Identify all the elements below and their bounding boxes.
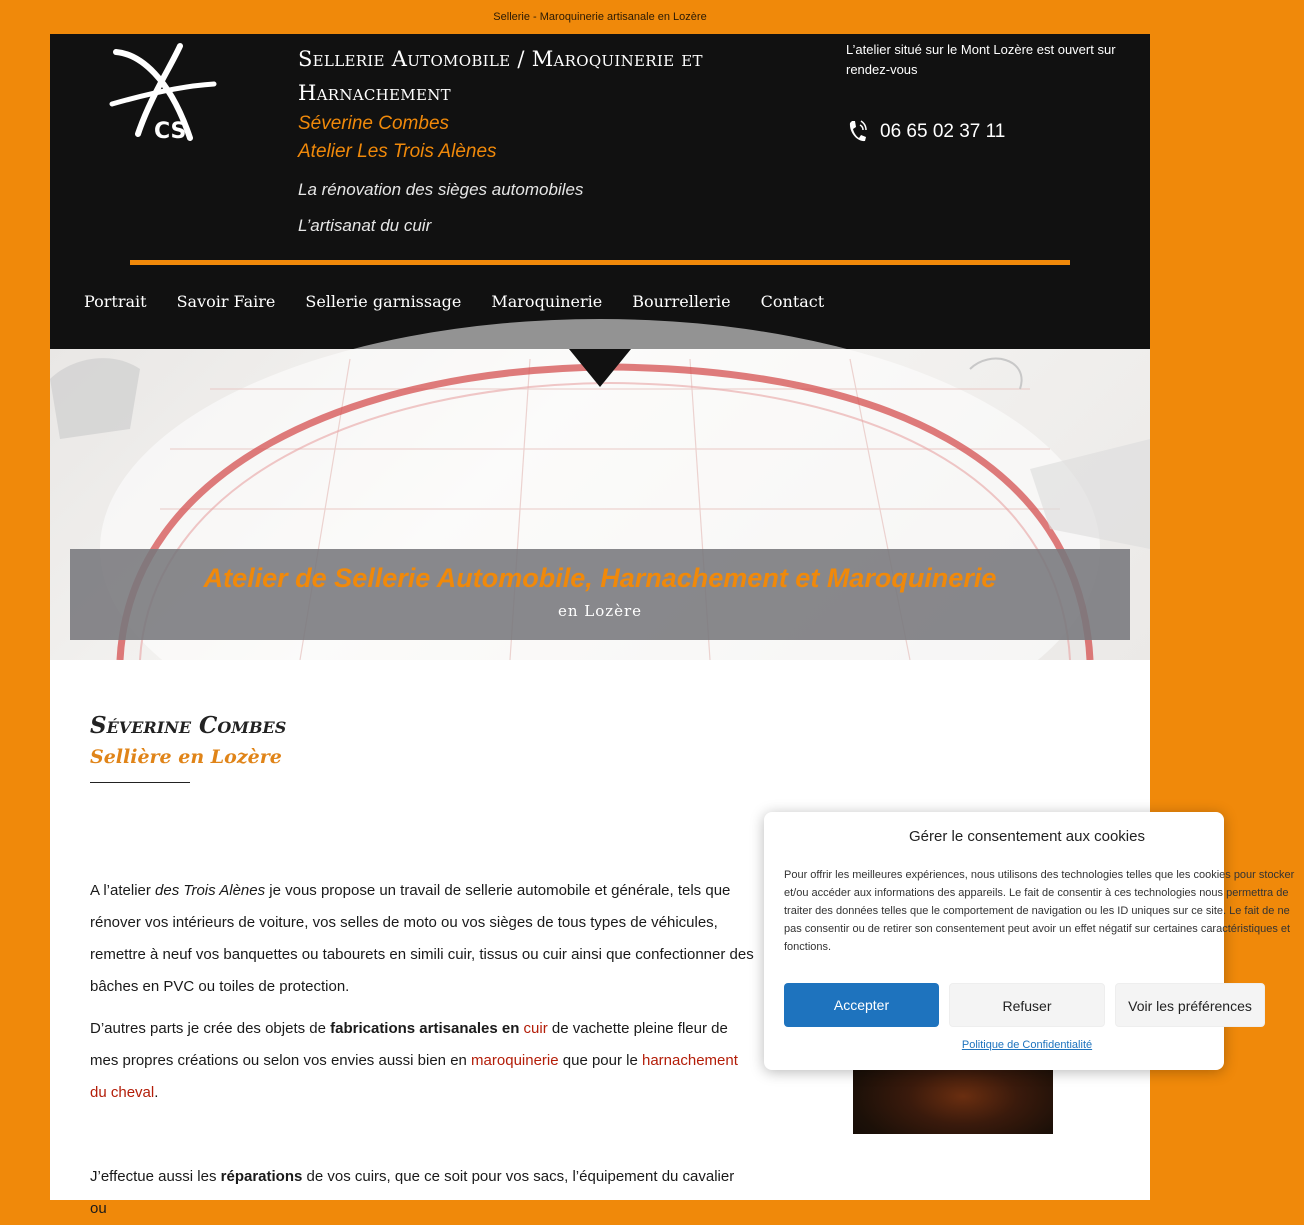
tagline-renovation: La rénovation des sièges automobiles [298, 180, 584, 199]
paragraph-creations [90, 1013, 755, 1109]
site-title-line1: Sellerie Automobile / Maroquinerie et [298, 47, 703, 71]
link-cuir[interactable]: cuir [523, 1020, 548, 1037]
p2-text-a: D’autres parts je crée des objets de [90, 1020, 331, 1037]
intro-name: Séverine Combes [90, 712, 287, 739]
nav-bourrellerie[interactable]: Bourrellerie [632, 292, 731, 311]
p2-text-b: de vachette pleine fleur de mes propres créations ou selon vos envies aussi bien en [90, 1020, 728, 1069]
cookie-accept-button[interactable]: Accepter [784, 983, 939, 1027]
nav-maroquinerie[interactable]: Maroquinerie [491, 292, 603, 311]
site-title-line2: Harnachement [298, 81, 451, 105]
link-maroquinerie[interactable]: maroquinerie [471, 1052, 559, 1069]
atelier-name: Atelier Les Trois Alènes [298, 141, 497, 162]
cookie-text: Pour offrir les meilleures expériences, nous utilisons des technologies telles que les cookies pour stocker et/ou accéder aux informations des appareils. Le fait de consentir à ces technologies nous permettra de traiter des données telles que le comportement de navigation ou les ID uniques sur ce site. Le fait de ne pas consentir ou de retirer son consentement peut avoir un effet négatif sur certaines caractéristiques et fonctions. [784, 869, 1295, 953]
p3-text-b: de vos cuirs, que ce soit pour vos sacs, l’équipement du cavalier ou [90, 1168, 735, 1217]
site-logo[interactable] [110, 38, 216, 144]
logo-mark-icon [110, 38, 216, 144]
link-harnachement[interactable]: harnachement du cheval [90, 1052, 738, 1101]
opening-info: L’atelier situé sur le Mont Lozère est ouvert sur rendez-vous [846, 42, 1116, 77]
tagline-artisanat: L’artisanat du cuir [298, 216, 432, 235]
cookie-consent-dialog [764, 812, 1295, 1070]
privacy-policy-link[interactable]: Politique de Confidentialité [961, 1039, 1093, 1051]
top-tagline: Sellerie - Maroquinerie artisanale en Lozère [493, 11, 707, 23]
header-divider [130, 260, 1070, 265]
hero-banner [50, 349, 1150, 660]
intro-role: Sellière en Lozère [90, 746, 282, 768]
owner-block [298, 110, 497, 166]
p3-text-a: J’effectue aussi les [90, 1168, 221, 1185]
owner-name: Séverine Combes [298, 113, 450, 134]
intro-divider [90, 782, 190, 783]
hero-caption [70, 549, 1130, 640]
p2-text-d: . [154, 1084, 159, 1101]
paragraph-intro [90, 875, 755, 1003]
site-title [298, 42, 738, 110]
nav-sellerie-garnissage[interactable]: Sellerie garnissage [305, 292, 462, 311]
p1-text-a: A l’atelier [90, 882, 156, 899]
p1-atelier-name: des Trois Alènes [155, 882, 266, 899]
phone-contact[interactable] [846, 118, 1005, 146]
nav-savoir-faire[interactable]: Savoir Faire [176, 292, 276, 311]
nav-contact[interactable]: Contact [760, 292, 825, 311]
paragraph-repairs [90, 1161, 755, 1225]
site-header [50, 34, 1150, 349]
cookie-preferences-button[interactable]: Voir les préférences [1115, 983, 1265, 1027]
nav-pointer-arrow [569, 349, 631, 387]
p1-text-b: je vous propose un travail de sellerie automobile et générale, tels que rénover vos intérieurs de voiture, vos selles de moto ou vos sièges de tous types de véhicules, remettre à neuf vos banquettes ou tabourets en simili cuir, tissus ou cuir ainsi que confectionner des bâches en PVC ou toiles de protection. [90, 882, 754, 995]
phone-icon [846, 118, 868, 146]
cookie-title: Gérer le consentement aux cookies [909, 828, 1145, 845]
phone-number[interactable]: 06 65 02 37 11 [880, 121, 1006, 142]
p2-text-c: que pour le [558, 1052, 642, 1069]
p2-bold: fabrications artisanales en [330, 1020, 520, 1037]
hero-title: Atelier de Sellerie Automobile, Harnachement et Maroquinerie [203, 563, 997, 593]
nav-portrait[interactable]: Portrait [84, 292, 147, 311]
p3-bold: réparations [220, 1168, 303, 1185]
cookie-refuse-button[interactable]: Refuser [949, 983, 1105, 1027]
main-nav [84, 292, 824, 311]
hero-subtitle: en Lozère [557, 602, 643, 620]
logo-letters: CS [154, 119, 187, 144]
